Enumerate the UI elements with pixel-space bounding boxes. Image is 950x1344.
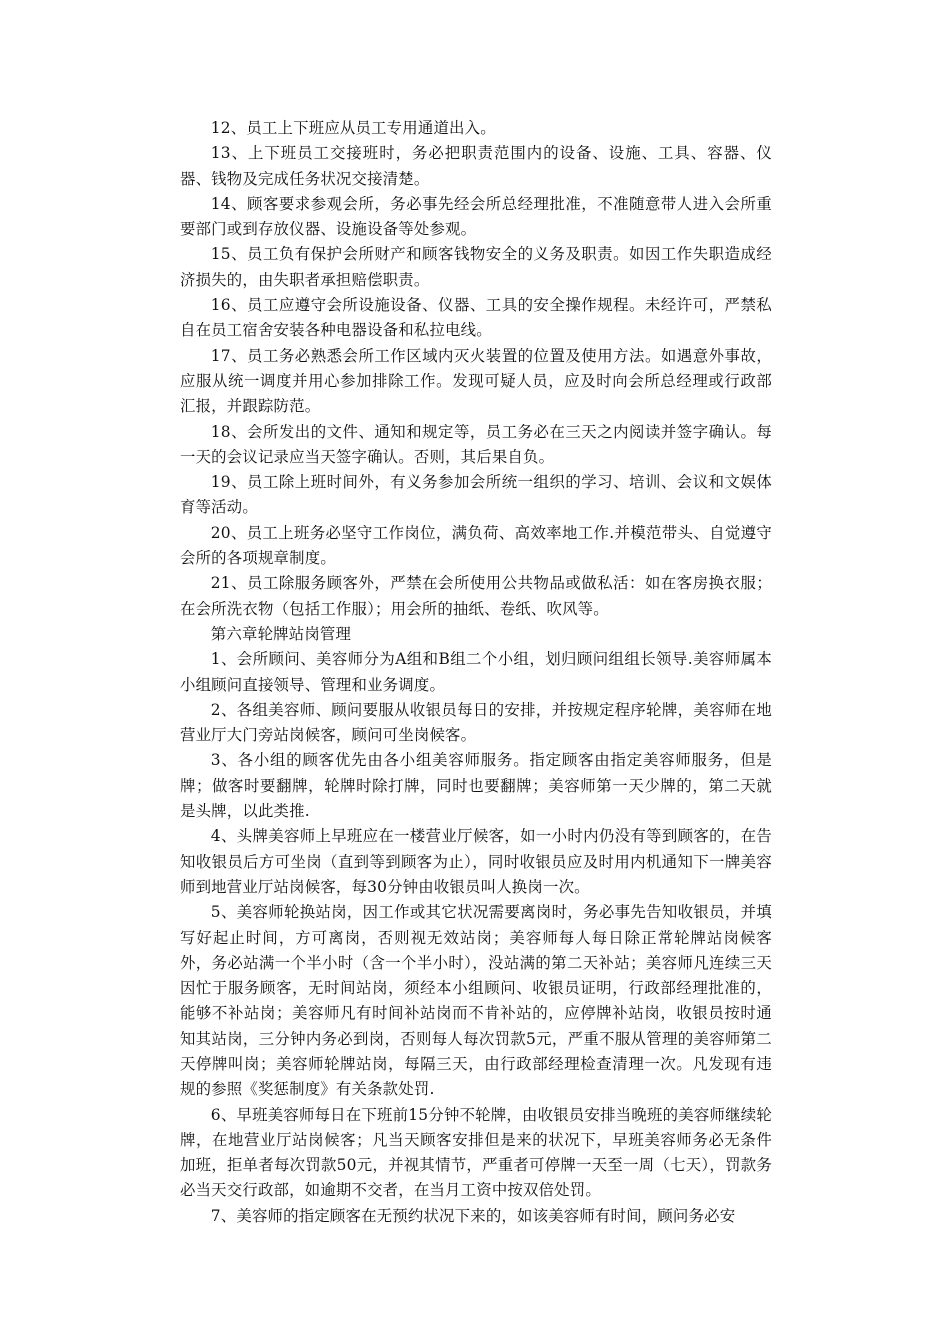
rule-17-paragraph: 17、员工务必熟悉会所工作区域内灭火装置的位置及使用方法。如遇意外事故，应服从统一调度并用心参加排除工作。发现可疑人员，应及时向会所总经理或行政部汇报，并跟踪防范。 (180, 346, 772, 416)
rule-13-paragraph: 13、上下班员工交接班时，务必把职责范围内的设备、设施、工具、容器、仪器、钱物及完成任务状况交接清楚。 (180, 144, 772, 188)
chapter-heading: 第六章轮牌站岗管理 (210, 624, 352, 643)
rule-15-paragraph: 15、员工负有保护会所财产和顾客钱物安全的义务及职责。如因工作失职造成经济损失的，由失职者承担赔偿职责。 (180, 245, 772, 289)
rule-21-paragraph: 21、员工除服务顾客外，严禁在会所使用公共物品或做私活：如在客房换衣服；在会所洗衣物（包括工作服）；用会所的抽纸、卷纸、吹风等。 (180, 574, 772, 618)
chapter-rule-7-paragraph: 7、美容师的指定顾客在无预约状况下来的，如该美容师有时间，顾问务必安 (210, 1206, 736, 1225)
chapter-rule-3-paragraph: 3、各小组的顾客优先由各小组美容师服务。指定顾客由指定美容师服务，但是牌；做客时要翻牌，轮牌时除打牌，同时也要翻牌；美容师第一天少牌的，第二天就是头牌，以此类推. (180, 751, 772, 821)
rule-18-paragraph: 18、会所发出的文件、通知和规定等，员工务必在三天之内阅读并签字确认。每一天的会议记录应当天签字确认。否则，其后果自负。 (180, 422, 772, 466)
chapter-rule-6-paragraph: 6、早班美容师每日在下班前15分钟不轮牌，由收银员安排当晚班的美容师继续轮牌，在地营业厅站岗候客；凡当天顾客安排但是来的状况下，早班美容师务必无条件加班，拒单者每次罚款50元，并视其情节，严重者可停牌一天至一周（七天），罚款务必当天交行政部，如逾期不交者，在当月工资中按双倍处罚。 (180, 1105, 772, 1200)
rule-16-paragraph: 16、员工应遵守会所设施设备、仪器、工具的安全操作规程。未经许可，严禁私自在员工宿舍安装各种电器设备和私拉电线。 (180, 296, 772, 340)
document-page (180, 116, 772, 1229)
chapter-rule-4-paragraph: 4、头牌美容师上早班应在一楼营业厅候客，如一小时内仍没有等到顾客的，在告知收银员后方可坐岗（直到等到顾客为止），同时收银员应及时用内机通知下一牌美容师到地营业厅站岗候客，每30分钟由收银员叫人换岗一次。 (180, 827, 772, 896)
rule-12-paragraph: 12、员工上下班应从员工专用通道出入。 (210, 119, 496, 137)
chapter-rule-1-paragraph: 1、会所顾问、美容师分为A组和B组二个小组，划归顾问组组长领导.美容师属本小组顾问直接领导、管理和业务调度。 (180, 650, 772, 694)
rule-20-paragraph: 20、员工上班务必坚守工作岗位，满负荷、高效率地工作.并模范带头、自觉遵守会所的各项规章制度。 (180, 523, 772, 568)
rule-19-paragraph: 19、员工除上班时间外，有义务参加会所统一组织的学习、培训、会议和文娱体育等活动。 (180, 473, 772, 517)
rule-14-paragraph: 14、顾客要求参观会所，务必事先经会所总经理批准，不准随意带人进入会所重要部门或到存放仪器、设施设备等处参观。 (180, 194, 772, 239)
chapter-rule-5-paragraph: 5、美容师轮换站岗，因工作或其它状况需要离岗时，务必事先告知收银员，并填写好起止时间，方可离岗，否则视无效站岗；美容师每人每日除正常轮牌站岗候客外，务必站满一个半小时（含一个半小时），没站满的第二天补站；美容师凡连续三天因忙于服务顾客，无时间站岗，须经本小组顾问、收银员证明，行政部经理批准的，能够不补站岗；美容师凡有时间补站岗而不肯补站的，应停牌补站岗，收银员按时通知其站岗，三分钟内务必到岗，否则每人每次罚款5元，严重不服从管理的美容师第二天停牌叫岗；美容师轮牌站岗，每隔三天，由行政部经理检查清理一次。凡发现有违规的参照《奖惩制度》有关条款处罚. (180, 903, 772, 1099)
chapter-rule-2-paragraph: 2、各组美容师、顾问要服从收银员每日的安排，并按规定程序轮牌，美容师在地营业厅大门旁站岗候客，顾问可坐岗候客。 (180, 700, 772, 745)
